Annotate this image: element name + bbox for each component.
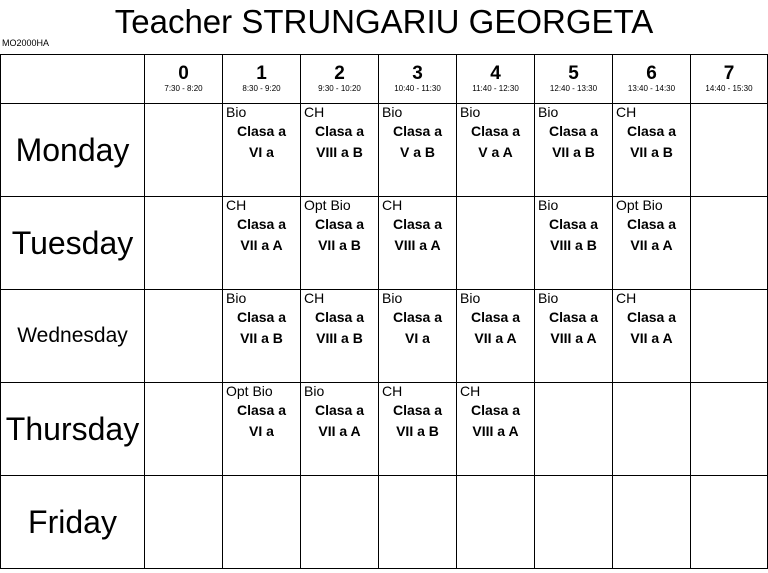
lesson-cell-empty (457, 476, 535, 569)
lesson-class-line2: VII a A (474, 330, 517, 346)
day-row-monday (1, 104, 768, 197)
lesson-subject: CH (304, 290, 325, 306)
day-row-thursday (1, 383, 768, 476)
lesson-subject: Bio (382, 290, 403, 306)
lesson-class-line2: VIII a A (394, 237, 441, 253)
lesson-cell (223, 104, 301, 197)
lesson-class-line2: V a B (399, 144, 435, 160)
lesson-class-line2: VIII a B (316, 144, 363, 160)
day-row-friday (1, 476, 768, 569)
lesson-class-line2: VII a B (630, 144, 673, 160)
lesson-class-line1: Clasa a (392, 216, 443, 232)
period-time: 14:40 - 15:30 (705, 84, 753, 93)
day-label-cell (1, 197, 145, 290)
lesson-class-line1: Clasa a (392, 402, 443, 418)
lesson-subject: Bio (226, 104, 247, 120)
period-number: 6 (646, 63, 657, 84)
lesson-cell (613, 197, 691, 290)
lesson-cell (301, 290, 379, 383)
lesson-class-line1: Clasa a (548, 216, 599, 232)
period-header (145, 55, 223, 104)
lesson-subject: CH (304, 104, 325, 120)
lesson-class-line2: VIII a B (316, 330, 363, 346)
lesson-cell (379, 383, 457, 476)
day-row-tuesday (1, 197, 768, 290)
lesson-cell-empty (379, 476, 457, 569)
period-header (613, 55, 691, 104)
lesson-class-line1: Clasa a (314, 402, 365, 418)
lesson-class-line1: Clasa a (626, 123, 677, 139)
lesson-class-line1: Clasa a (626, 309, 677, 325)
lesson-class-line2: VII a B (396, 423, 439, 439)
lesson-class-line2: VII a B (552, 144, 595, 160)
lesson-cell (457, 104, 535, 197)
day-label-cell (1, 476, 145, 569)
lesson-cell (301, 383, 379, 476)
day-label-cell (1, 104, 145, 197)
lesson-class-line2: VIII a B (550, 237, 597, 253)
lesson-class-line1: Clasa a (470, 402, 521, 418)
period-header (691, 55, 768, 104)
lesson-class-line2: VI a (249, 144, 274, 160)
period-number: 3 (412, 63, 423, 84)
lesson-class-line1: Clasa a (470, 123, 521, 139)
lesson-cell-empty (301, 476, 379, 569)
day-label-cell (1, 290, 145, 383)
lesson-cell (301, 104, 379, 197)
lesson-cell-empty (535, 476, 613, 569)
lesson-cell-empty (145, 197, 223, 290)
period-header (223, 55, 301, 104)
lesson-class-line2: V a A (478, 144, 513, 160)
lesson-cell-empty (145, 290, 223, 383)
lesson-subject: Bio (304, 383, 325, 399)
lesson-subject: Bio (382, 104, 403, 120)
lesson-subject: CH (226, 197, 247, 213)
lesson-class-line2: VII a A (318, 423, 361, 439)
lesson-class-line2: VIII a A (550, 330, 597, 346)
lesson-class-line1: Clasa a (314, 216, 365, 232)
day-row-wednesday (1, 290, 768, 383)
lesson-cell (379, 197, 457, 290)
lesson-cell-empty (691, 290, 768, 383)
lesson-cell (535, 290, 613, 383)
lesson-subject: Bio (460, 290, 481, 306)
lesson-cell-empty (613, 476, 691, 569)
lesson-subject: CH (460, 383, 481, 399)
period-number: 1 (256, 63, 267, 84)
lesson-cell (457, 383, 535, 476)
day-name: Wednesday (17, 324, 128, 347)
lesson-class-line2: VI a (249, 423, 274, 439)
lesson-cell (223, 197, 301, 290)
lesson-class-line1: Clasa a (314, 123, 365, 139)
lesson-class-line2: VII a A (630, 330, 673, 346)
period-number: 5 (568, 63, 579, 84)
lesson-class-line1: Clasa a (236, 309, 287, 325)
lesson-cell-empty (691, 197, 768, 290)
lesson-cell-empty (145, 476, 223, 569)
period-number: 7 (723, 63, 735, 84)
lesson-cell (535, 197, 613, 290)
lesson-cell (613, 290, 691, 383)
page-title: Teacher STRUNGARIU GEORGETA (114, 3, 654, 40)
period-header-row (1, 55, 768, 104)
lesson-subject: Bio (460, 104, 481, 120)
lesson-cell-empty (223, 476, 301, 569)
day-name: Monday (15, 131, 130, 168)
period-time: 9:30 - 10:20 (318, 84, 361, 93)
period-header (457, 55, 535, 104)
lesson-class-line2: VII a B (240, 330, 283, 346)
lesson-cell-empty (145, 383, 223, 476)
lesson-class-line1: Clasa a (626, 216, 677, 232)
lesson-cell-empty (535, 383, 613, 476)
lesson-class-line1: Clasa a (392, 309, 443, 325)
lesson-class-line2: VI a (405, 330, 430, 346)
period-time: 13:40 - 14:30 (627, 84, 676, 93)
lesson-subject: Bio (538, 290, 559, 306)
lesson-class-line1: Clasa a (548, 123, 599, 139)
period-number: 4 (490, 63, 501, 84)
day-label-cell (1, 383, 145, 476)
lesson-class-line1: Clasa a (548, 309, 599, 325)
lesson-subject: Bio (538, 197, 559, 213)
period-number: 0 (178, 63, 189, 84)
lesson-cell-empty (691, 476, 768, 569)
lesson-cell (379, 104, 457, 197)
lesson-subject: CH (616, 290, 637, 306)
lesson-subject: CH (382, 197, 403, 213)
period-header (535, 55, 613, 104)
period-time: 7:30 - 8:20 (164, 84, 203, 93)
timetable (0, 54, 768, 569)
lesson-subject: Opt Bio (304, 197, 351, 213)
lesson-subject: CH (616, 104, 637, 120)
period-number: 2 (334, 63, 345, 84)
lesson-class-line2: VIII a A (472, 423, 519, 439)
lesson-cell (223, 383, 301, 476)
lesson-class-line2: VII a A (240, 237, 283, 253)
lesson-class-line1: Clasa a (470, 309, 521, 325)
lesson-class-line1: Clasa a (236, 402, 287, 418)
lesson-cell (535, 104, 613, 197)
day-name: Tuesday (11, 224, 134, 261)
period-header (379, 55, 457, 104)
period-header (301, 55, 379, 104)
lesson-class-line2: VII a A (630, 237, 673, 253)
lesson-cell-empty (691, 104, 768, 197)
lesson-cell-empty (145, 104, 223, 197)
lesson-cell (457, 290, 535, 383)
lesson-cell (223, 290, 301, 383)
lesson-class-line2: VII a B (318, 237, 361, 253)
lesson-subject: Opt Bio (616, 197, 663, 213)
day-name: Friday (28, 503, 117, 540)
lesson-cell-empty (613, 383, 691, 476)
lesson-cell (301, 197, 379, 290)
lesson-subject: Bio (226, 290, 247, 306)
lesson-cell-empty (691, 383, 768, 476)
lesson-subject: CH (382, 383, 403, 399)
lesson-cell-empty (457, 197, 535, 290)
lesson-cell (379, 290, 457, 383)
lesson-subject: Opt Bio (226, 383, 273, 399)
lesson-class-line1: Clasa a (392, 123, 443, 139)
lesson-class-line1: Clasa a (314, 309, 365, 325)
school-code: MO2000HA (2, 38, 50, 48)
period-time: 12:40 - 13:30 (549, 84, 598, 93)
lesson-class-line1: Clasa a (236, 216, 287, 232)
lesson-cell (613, 104, 691, 197)
day-name: Thursday (5, 410, 140, 447)
lesson-subject: Bio (538, 104, 559, 120)
lesson-class-line1: Clasa a (236, 123, 287, 139)
period-time: 10:40 - 11:30 (394, 84, 441, 93)
period-time: 11:40 - 12:30 (472, 84, 519, 93)
corner-cell (1, 55, 145, 104)
period-time: 8:30 - 9:20 (242, 84, 281, 93)
